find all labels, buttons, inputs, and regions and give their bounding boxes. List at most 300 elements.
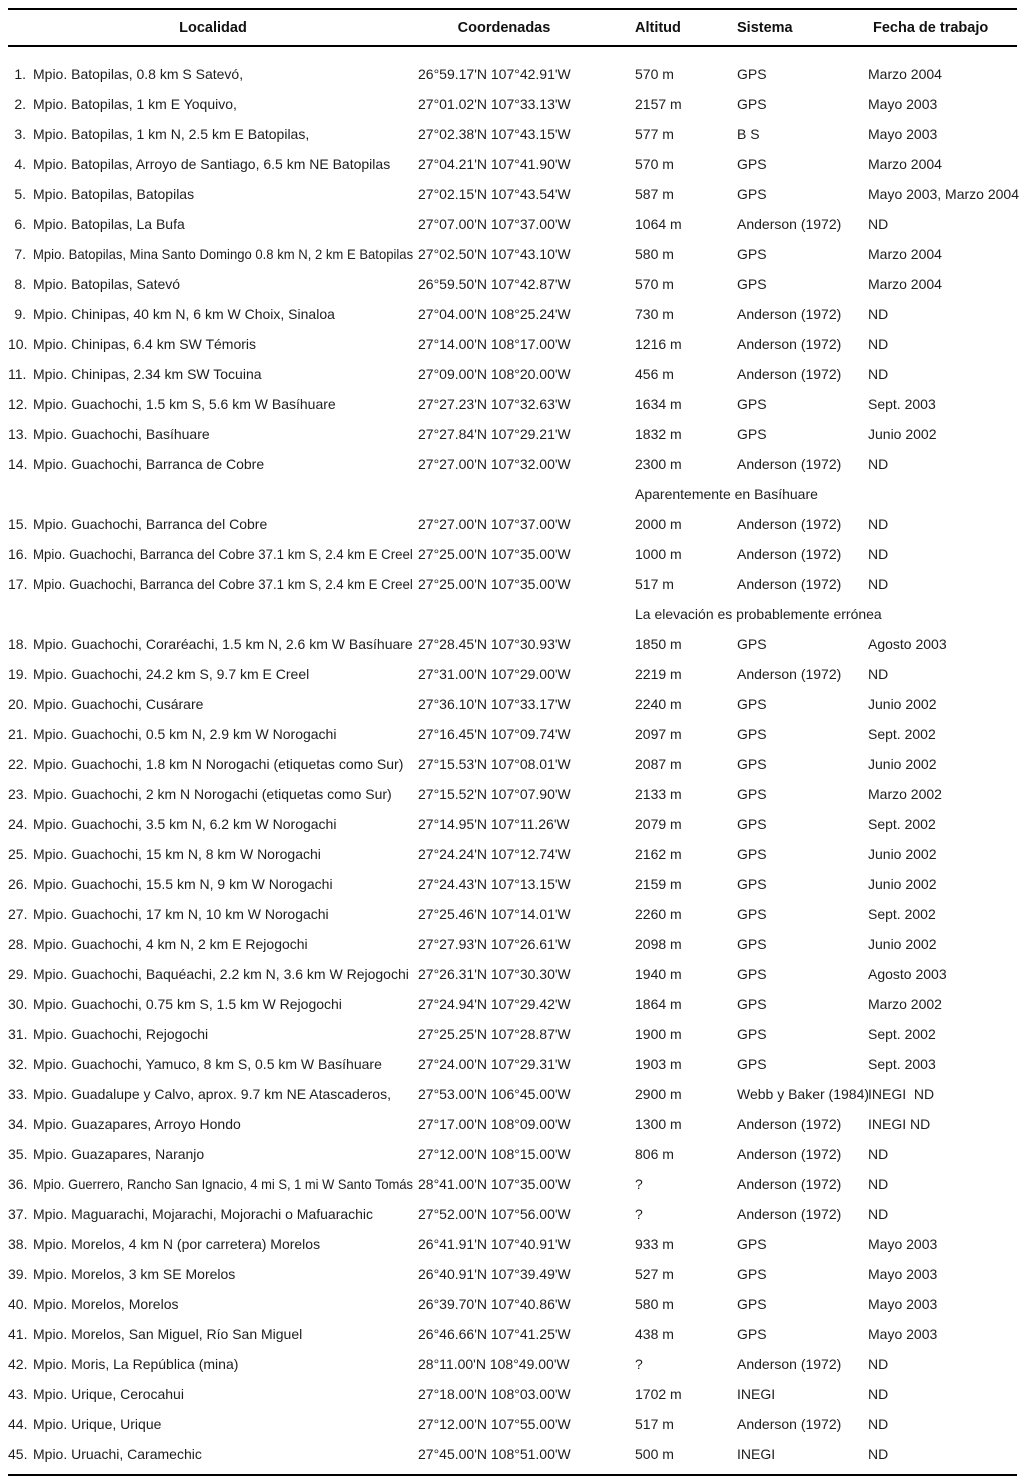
locality-cell [30,359,418,389]
coordinates-text: 27°02.38'N 107°43.15'W [418,126,571,142]
table-row [8,929,1017,959]
locality-text: Mpio. Guachochi, 1.5 km S, 5.6 km W Basíhuare [33,396,336,412]
coordinates-text: 27°07.00'N 107°37.00'W [418,216,571,232]
altitude-cell: 2098 m [635,936,682,952]
locality-cell [30,449,418,479]
locality-cell [30,119,418,149]
altitude-cell: 2900 m [635,1086,682,1102]
altitude-cell: 577 m [635,126,674,142]
row-number-cell: 44. [8,1416,28,1432]
workdate-cell: Mayo 2003 [868,1296,938,1312]
coordinates-text: 27°14.00'N 108°17.00'W [418,336,571,352]
locality-text: Mpio. Batopilas, La Bufa [33,216,185,232]
altitude-cell: 2097 m [635,726,682,742]
workdate-cell: Agosto 2003 [868,966,947,982]
row-number-cell: 35. [8,1146,28,1162]
locality-cell [30,329,418,359]
locality-text: Mpio. Chinipas, 2.34 km SW Tocuina [33,366,262,382]
workdate-cell: Junio 2002 [868,876,937,892]
altitude-cell: 438 m [635,1326,674,1342]
coordinates-text: 27°25.00'N 107°35.00'W [418,576,571,592]
table-row [8,1289,1017,1319]
coordinates-cell [418,779,635,809]
table-body [8,46,1017,1475]
workdate-cell: ND [868,1146,889,1162]
system-cell: GPS [737,876,767,892]
table-row [8,1319,1017,1349]
locality-cell [30,1409,418,1439]
locality-text: Mpio. Morelos, 3 km SE Morelos [33,1266,236,1282]
workdate-cell: Sept. 2003 [868,396,936,412]
coordinates-text: 27°27.00'N 107°37.00'W [418,516,571,532]
system-cell: GPS [737,696,767,712]
altitude-cell: 2087 m [635,756,682,772]
system-cell: GPS [737,786,767,802]
coordinates-cell [418,299,635,329]
workdate-cell: Marzo 2002 [868,786,942,802]
altitude-cell: 2219 m [635,666,682,682]
coordinates-text: 26°59.50'N 107°42.87'W [418,276,571,292]
locality-text: Mpio. Moris, La República (mina) [33,1356,239,1372]
row-number-cell: 22. [8,756,28,772]
locality-cell [30,929,418,959]
locality-cell [30,59,418,89]
workdate-cell: Mayo 2003 [868,1236,938,1252]
coordinates-cell [418,419,635,449]
coordinates-text: 27°52.00'N 107°56.00'W [418,1206,571,1222]
row-number-cell: 13. [8,426,28,442]
row-number-cell: 21. [8,726,28,742]
locality-text: Mpio. Guachochi, Yamuco, 8 km S, 0.5 km W Basíhuare [33,1056,382,1072]
coordinates-cell [418,959,635,989]
altitude-cell: 2079 m [635,816,682,832]
coordinates-text: 27°12.00'N 108°15.00'W [418,1146,571,1162]
row-number-cell: 34. [8,1116,28,1132]
system-cell: GPS [737,1026,767,1042]
system-cell: Anderson (1972) [737,216,842,232]
table-row [8,119,1017,149]
altitude-cell: 527 m [635,1266,674,1282]
locality-cell [30,989,418,1019]
table-row [8,389,1017,419]
note-empty-cell [8,599,635,629]
locality-text: Mpio. Guachochi, Rejogochi [33,1026,209,1042]
coordinates-text: 27°02.50'N 107°43.10'W [418,246,571,262]
locality-cell [30,1319,418,1349]
coordinates-cell [418,629,635,659]
row-note-text: Aparentemente en Basíhuare [635,486,818,502]
row-number-cell: 9. [14,306,26,322]
table-row [8,1139,1017,1169]
header-gap-row [8,46,1017,59]
altitude-cell: 2157 m [635,96,682,112]
locality-cell [30,779,418,809]
table-row [8,449,1017,479]
workdate-cell: INEGI ND [868,1086,935,1102]
system-cell: GPS [737,846,767,862]
locality-text: Mpio. Guachochi, Coraréachi, 1.5 km N, 2.6 km W Basíhuare [33,636,413,652]
locality-cell [30,1139,418,1169]
locality-cell [30,1109,418,1139]
header-fecha-de-trabajo: Fecha de trabajo [868,9,1017,46]
system-cell: GPS [737,426,767,442]
row-number-cell: 31. [8,1026,28,1042]
locality-cell [30,539,418,569]
table-row [8,1049,1017,1079]
table-header [8,9,1017,46]
header-altitud: Altitud [635,9,737,46]
locality-text: Mpio. Guachochi, 0.5 km N, 2.9 km W Norogachi [33,726,337,742]
system-cell: Anderson (1972) [737,1206,842,1222]
row-number-cell: 14. [8,456,28,472]
locality-text: Mpio. Batopilas, Mina Santo Domingo 0.8 km N, 2 km E Batopilas [33,246,414,262]
system-cell: Webb y Baker (1984) [737,1086,870,1102]
system-cell: Anderson (1972) [737,456,842,472]
row-number-cell: 18. [8,636,28,652]
workdate-cell: Sept. 2002 [868,1026,936,1042]
coordinates-cell [418,989,635,1019]
coordinates-cell [418,149,635,179]
workdate-cell: Junio 2002 [868,936,937,952]
coordinates-text: 27°18.00'N 108°03.00'W [418,1386,571,1402]
altitude-cell: 1832 m [635,426,682,442]
table-row [8,1229,1017,1259]
system-cell: Anderson (1972) [737,1176,842,1192]
locality-text: Mpio. Guachochi, 2 km N Norogachi (etiquetas como Sur) [33,786,392,802]
coordinates-text: 27°27.93'N 107°26.61'W [418,936,571,952]
coordinates-text: 27°14.95'N 107°11.26'W [418,816,570,832]
locality-cell [30,839,418,869]
row-number-cell: 2. [14,96,26,112]
coordinates-text: 28°11.00'N 108°49.00'W [418,1356,570,1372]
row-number-cell: 5. [14,186,26,202]
workdate-cell: Marzo 2004 [868,66,942,82]
row-number-cell: 38. [8,1236,28,1252]
table-row [8,959,1017,989]
row-number-cell: 3. [14,126,26,142]
table-row [8,269,1017,299]
altitude-cell: ? [635,1356,643,1372]
locality-cell [30,1439,418,1469]
table-row [8,359,1017,389]
workdate-cell: Marzo 2002 [868,996,942,1012]
table-row [8,1079,1017,1109]
system-cell: GPS [737,906,767,922]
workdate-cell: Agosto 2003 [868,636,947,652]
locality-cell [30,899,418,929]
coordinates-cell [418,1109,635,1139]
coordinates-cell [418,89,635,119]
locality-text: Mpio. Guachochi, 4 km N, 2 km E Rejogochi [33,936,308,952]
row-note-text: La elevación es probablemente errónea [635,606,882,622]
coordinates-text: 27°27.84'N 107°29.21'W [418,426,571,442]
coordinates-cell [418,899,635,929]
locality-cell [30,1049,418,1079]
workdate-cell: ND [868,666,889,682]
table-row [8,299,1017,329]
coordinates-cell [418,809,635,839]
locality-cell [30,1379,418,1409]
workdate-cell: Junio 2002 [868,756,937,772]
coordinates-text: 26°39.70'N 107°40.86'W [418,1296,571,1312]
workdate-cell: ND [868,336,889,352]
row-number-cell: 24. [8,816,28,832]
locality-text: Mpio. Guachochi, 24.2 km S, 9.7 km E Creel [33,666,310,682]
table-row [8,419,1017,449]
locality-text: Mpio. Batopilas, 1 km N, 2.5 km E Batopilas, [33,126,310,142]
workdate-cell: Mayo 2003 [868,1266,938,1282]
locality-cell [30,1289,418,1319]
workdate-cell: ND [868,1446,889,1462]
system-cell: INEGI [737,1446,776,1462]
row-number-cell: 43. [8,1386,28,1402]
row-number-cell: 25. [8,846,28,862]
locality-text: Mpio. Maguarachi, Mojarachi, Mojorachi o Mafuarachic [33,1206,374,1222]
altitude-cell: 1064 m [635,216,682,232]
locality-cell [30,1229,418,1259]
altitude-cell: 1864 m [635,996,682,1012]
note-row [8,599,1017,629]
coordinates-text: 27°27.23'N 107°32.63'W [418,396,571,412]
coordinates-cell [418,569,635,599]
row-number-cell: 17. [8,576,28,592]
table-row [8,1409,1017,1439]
altitude-cell: 1903 m [635,1056,682,1072]
row-number-cell: 36. [8,1176,28,1192]
workdate-cell: Mayo 2003, Marzo 2004 [868,186,1019,202]
system-cell: Anderson (1972) [737,1356,842,1372]
header-localidad: Localidad [8,9,418,46]
system-cell: Anderson (1972) [737,546,842,562]
altitude-cell: 580 m [635,1296,674,1312]
coordinates-text: 27°04.00'N 108°25.24'W [418,306,571,322]
locality-cell [30,389,418,419]
table-row [8,719,1017,749]
locality-text: Mpio. Batopilas, 0.8 km S Satevó, [33,66,244,82]
system-cell: B S [737,126,760,142]
system-cell: GPS [737,726,767,742]
altitude-cell: 570 m [635,276,674,292]
altitude-cell: 517 m [635,576,674,592]
locality-cell [30,869,418,899]
locality-text: Mpio. Batopilas, Arroyo de Santiago, 6.5 km NE Batopilas [33,156,391,172]
workdate-cell: ND [868,1206,889,1222]
altitude-cell: 570 m [635,66,674,82]
coordinates-cell [418,1259,635,1289]
system-cell: GPS [737,276,767,292]
altitude-cell: 1702 m [635,1386,682,1402]
locality-text: Mpio. Guerrero, Rancho San Ignacio, 4 mi S, 1 mi W Santo Tomás [33,1176,414,1192]
locality-text: Mpio. Guazapares, Naranjo [33,1146,205,1162]
coordinates-text: 27°53.00'N 106°45.00'W [418,1086,571,1102]
locality-text: Mpio. Urique, Cerocahui [33,1386,184,1402]
coordinates-cell [418,749,635,779]
altitude-cell: 456 m [635,366,674,382]
coordinates-text: 27°36.10'N 107°33.17'W [418,696,571,712]
coordinates-cell [418,59,635,89]
coordinates-cell [418,1049,635,1079]
coordinates-cell [418,689,635,719]
table-row [8,149,1017,179]
row-number-cell: 1. [14,66,26,82]
system-cell: GPS [737,96,767,112]
coordinates-cell [418,869,635,899]
locality-text: Mpio. Chinipas, 40 km N, 6 km W Choix, Sinaloa [33,306,335,322]
system-cell: GPS [737,1296,767,1312]
altitude-cell: 2240 m [635,696,682,712]
coordinates-text: 26°41.91'N 107°40.91'W [418,1236,571,1252]
locality-cell [30,749,418,779]
workdate-cell: ND [868,1356,889,1372]
locality-text: Mpio. Urique, Urique [33,1416,162,1432]
coordinates-cell [418,1379,635,1409]
row-number-cell: 12. [8,396,28,412]
table-row [8,569,1017,599]
coordinates-cell [418,359,635,389]
locality-text: Mpio. Chinipas, 6.4 km SW Témoris [33,336,257,352]
altitude-cell: 806 m [635,1146,674,1162]
system-cell: GPS [737,1326,767,1342]
table-row [8,1259,1017,1289]
locality-text: Mpio. Morelos, 4 km N (por carretera) Morelos [33,1236,321,1252]
workdate-cell: ND [868,516,889,532]
locality-cell [30,1199,418,1229]
coordinates-cell [418,1139,635,1169]
altitude-cell: 517 m [635,1416,674,1432]
row-number-cell: 19. [8,666,28,682]
locality-cell [30,959,418,989]
locality-text: Mpio. Guachochi, 3.5 km N, 6.2 km W Norogachi [33,816,337,832]
locality-text: Mpio. Morelos, San Miguel, Río San Miguel [33,1326,303,1342]
locality-cell [30,179,418,209]
altitude-cell: 2159 m [635,876,682,892]
locality-text: Mpio. Batopilas, 1 km E Yoquivo, [33,96,237,112]
note-empty-cell [8,479,635,509]
workdate-cell: Sept. 2003 [868,1056,936,1072]
coordinates-text: 27°24.00'N 107°29.31'W [418,1056,571,1072]
locality-cell [30,629,418,659]
altitude-cell: 580 m [635,246,674,262]
altitude-cell: 2133 m [635,786,682,802]
system-cell: Anderson (1972) [737,1116,842,1132]
coordinates-text: 27°17.00'N 108°09.00'W [418,1116,571,1132]
workdate-cell: ND [868,366,889,382]
altitude-cell: 2300 m [635,456,682,472]
row-number-cell: 10. [8,336,28,352]
locality-cell [30,1349,418,1379]
locality-text: Mpio. Guachochi, Barranca del Cobre 37.1 km S, 2.4 km E Creel [33,546,413,562]
system-cell: Anderson (1972) [737,576,842,592]
row-number-cell: 16. [8,546,28,562]
table-row [8,329,1017,359]
altitude-cell: 1850 m [635,636,682,652]
system-cell: GPS [737,1056,767,1072]
locality-cell [30,1169,418,1199]
altitude-cell: 1900 m [635,1026,682,1042]
locality-cell [30,689,418,719]
altitude-cell: ? [635,1176,643,1192]
system-cell: Anderson (1972) [737,1416,842,1432]
workdate-cell: ND [868,1176,889,1192]
table-row [8,1169,1017,1199]
coordinates-cell [418,1229,635,1259]
row-number-cell: 29. [8,966,28,982]
workdate-cell: Sept. 2002 [868,726,936,742]
coordinates-cell [418,389,635,419]
coordinates-text: 27°02.15'N 107°43.54'W [418,186,571,202]
table-row [8,1439,1017,1469]
coordinates-text: 27°31.00'N 107°29.00'W [418,666,571,682]
locality-cell [30,569,418,599]
table-row [8,1199,1017,1229]
coordinates-text: 27°09.00'N 108°20.00'W [418,366,571,382]
workdate-cell: ND [868,576,889,592]
locality-text: Mpio. Guazapares, Arroyo Hondo [33,1116,241,1132]
table-row [8,59,1017,89]
altitude-cell: ? [635,1206,643,1222]
coordinates-cell [418,1019,635,1049]
locality-text: Mpio. Guachochi, Barranca del Cobre [33,516,268,532]
coordinates-text: 27°01.02'N 107°33.13'W [418,96,571,112]
system-cell: Anderson (1972) [737,516,842,532]
coordinates-text: 27°24.24'N 107°12.74'W [418,846,571,862]
system-cell: GPS [737,936,767,952]
coordinates-text: 27°28.45'N 107°30.93'W [418,636,571,652]
workdate-cell: ND [868,1416,889,1432]
coordinates-text: 27°45.00'N 108°51.00'W [418,1446,571,1462]
workdate-cell: ND [868,216,889,232]
coordinates-text: 27°24.43'N 107°13.15'W [418,876,571,892]
altitude-cell: 1000 m [635,546,682,562]
table-row [8,539,1017,569]
workdate-cell: ND [868,456,889,472]
coordinates-cell [418,839,635,869]
locality-text: Mpio. Batopilas, Batopilas [33,186,195,202]
bottom-pad-row [8,1469,1017,1475]
coordinates-text: 27°25.25'N 107°28.87'W [418,1026,571,1042]
coordinates-cell [418,209,635,239]
row-number-cell: 45. [8,1446,28,1462]
system-cell: GPS [737,1266,767,1282]
locality-cell [30,269,418,299]
locality-cell [30,659,418,689]
locality-text: Mpio. Guachochi, Barranca del Cobre 37.1 km S, 2.4 km E Creel [33,576,413,592]
locality-text: Mpio. Uruachi, Caramechic [33,1446,202,1462]
locality-cell [30,1259,418,1289]
coordinates-text: 27°25.00'N 107°35.00'W [418,546,571,562]
table-row [8,1109,1017,1139]
row-number-cell: 37. [8,1206,28,1222]
row-number-cell: 33. [8,1086,28,1102]
workdate-cell: Sept. 2002 [868,906,936,922]
coordinates-cell [418,1349,635,1379]
table-row [8,89,1017,119]
system-cell: GPS [737,636,767,652]
coordinates-cell [418,1409,635,1439]
table-row [8,899,1017,929]
row-number-cell: 26. [8,876,28,892]
locality-text: Mpio. Guachochi, 15 km N, 8 km W Norogachi [33,846,321,862]
workdate-cell: Mayo 2003 [868,126,938,142]
header-row [8,9,1017,46]
system-cell: GPS [737,756,767,772]
altitude-cell: 500 m [635,1446,674,1462]
locality-cell [30,149,418,179]
coordinates-cell [418,1319,635,1349]
locality-text: Mpio. Guachochi, 15.5 km N, 9 km W Norogachi [33,876,333,892]
locality-cell [30,89,418,119]
system-cell: Anderson (1972) [737,336,842,352]
